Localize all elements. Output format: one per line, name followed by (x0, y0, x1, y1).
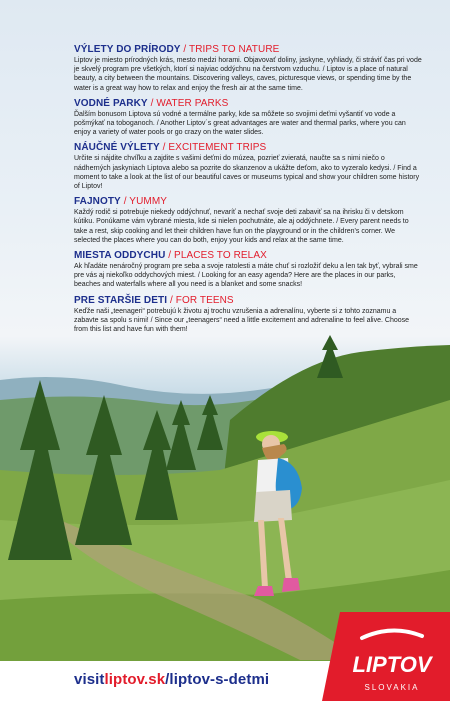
section-excitement-trips (74, 142, 422, 191)
svg-text:LIPTOV: LIPTOV (352, 652, 432, 677)
footer-url-link[interactable]: visitliptov.sk/liptov-s-detmi (74, 671, 270, 688)
section-places-to-relax (74, 250, 422, 290)
section-body: Keďže naši „teenageri“ potrebujú k životu aj trochu vzrušenia a adrenalínu, vyberte si z tohto zoznamu a zabavte sa spolu s nimi! / Since our „teenagers“ need a little excitement and adrenaline to feel alive. Choose from this list and have fun with them! (74, 307, 410, 334)
section-body: Ďalším bonusom Liptova sú vodné a termálne parky, kde sa môžete so svojimi deťmi vyšantiť vo vode a pošmýkať na toboganoch. / Another Liptov´s great advantages are water and thermal parks, where you can enjoy a variety of water pools or go crazy on the water slides. (74, 110, 406, 137)
section-yummy (74, 196, 422, 245)
section-body: Určite si nájdite chvíľku a zajdite s vašimi deťmi do múzea, pozrieť zvieratá, naučte sa s nimi niečo o nádherných jaskyniach Liptova alebo sa pozrite do skanzenov a ukážte deťom, ako to vyzeralo kedysi. / Find a moment to take a look at the list of our beautiful caves or museums typical and show your children some history of Liptov! (74, 155, 420, 191)
liptov-logo (322, 612, 450, 701)
section-body: Liptov je miesto prírodných krás, mesto medzi horami. Objavovať doliny, jaskyne, vyhliady, či stráviť čas pri vode je skvelý program pre všetkých, ktorí si najviac oddýchnu na čerstvom vzduchu. / Liptov is a place of natural beauty, a city between the mountains. Discovering valleys, caves, picturesque views, or spending time by the water is a great way how to relax and enjoy the fresh air at the same time. (74, 57, 422, 92)
section-for-teens (74, 295, 422, 335)
section-heading: NÁUČNÉ VÝLETY / EXCITEMENT TRIPS (74, 142, 267, 154)
section-body: Ak hľadáte nenáročný program pre seba a svoje ratolesti a máte chuť si rozložiť deku a len tak byť, vybrali sme pre vás aj niekoľko oddychových miest. / Looking for an easy agenda? Here are the places in our parks, beaches and waterfalls where all you need is a blanket and some snacks! (74, 263, 418, 289)
section-water-parks (74, 98, 422, 138)
content-column (74, 44, 422, 339)
section-heading: FAJNOTY / YUMMY (74, 196, 168, 208)
section-trips-to-nature (74, 44, 422, 93)
svg-text:SLOVAKIA: SLOVAKIA (364, 683, 420, 692)
section-heading: PRE STARŠIE DETI / FOR TEENS (74, 294, 234, 306)
section-heading: VÝLETY DO PRÍRODY / TRIPS TO NATURE (74, 44, 280, 55)
section-heading: VODNÉ PARKY / WATER PARKS (74, 97, 229, 109)
section-heading: MIESTA ODDYCHU / PLACES TO RELAX (74, 250, 267, 262)
section-body: Každý rodič si potrebuje niekedy oddýchnuť, nevaríť a nechať svoje deti zabaviť sa na ihrisku či v detskom kútiku. Ponúkame vám vybrané miesta, kde si nielen pochutnáte, ale aj oddýchnete. / Every parent needs to take a rest, skip cooking and let their children have fun on the playground or in the children's corner. We selected the places where you can do both, enjoy your kids and relax at the same time. (74, 209, 409, 244)
